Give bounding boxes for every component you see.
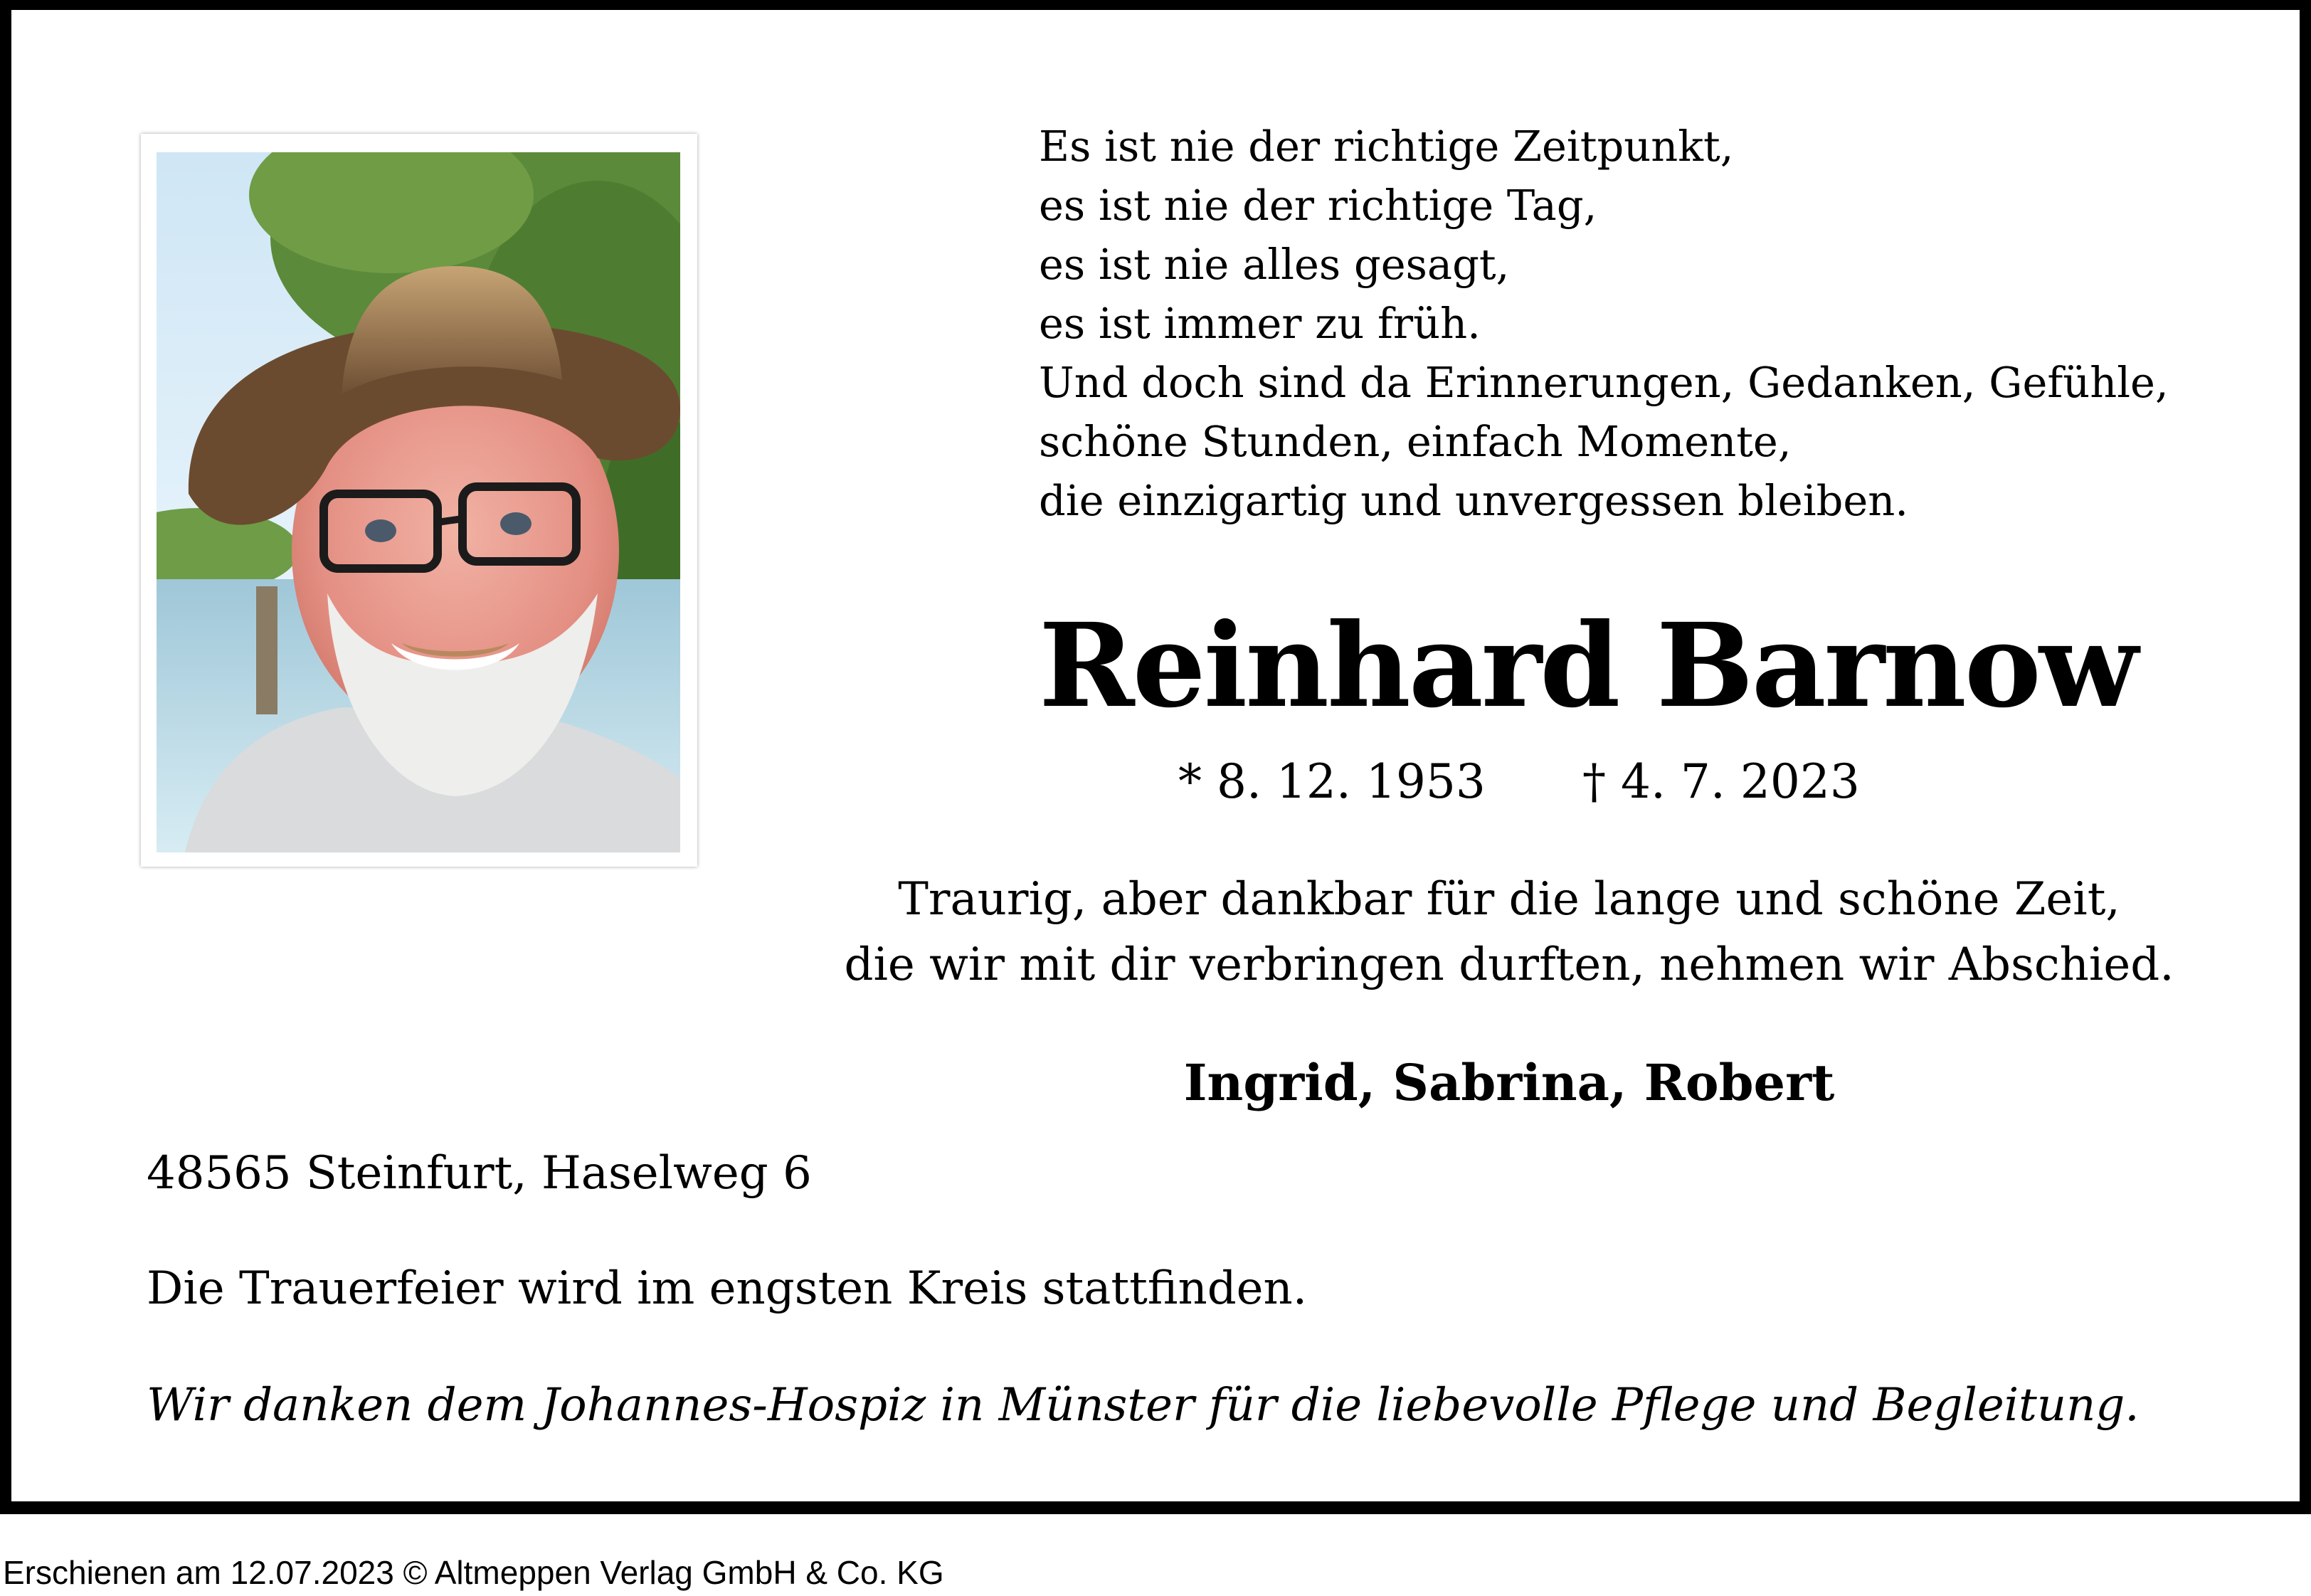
poem-line: Es ist nie der richtige Zeitpunkt, (1039, 122, 1734, 171)
mourning-line: Traurig, aber dankbar für die lange und schöne Zeit, (898, 873, 2120, 926)
poem-line: es ist nie alles gesagt, (1039, 240, 1510, 289)
mourning-text (794, 867, 2224, 998)
portrait-image (157, 152, 680, 852)
death-date: † 4. 7. 2023 (1582, 754, 1860, 809)
birth-date: * 8. 12. 1953 (1178, 754, 1486, 809)
poem (1039, 117, 2248, 530)
family-signers: Ingrid, Sabrina, Robert (1183, 1053, 1835, 1112)
ceremony-note: Die Trauerfeier wird im engsten Kreis stattfinden. (147, 1262, 1308, 1315)
poem-line: schöne Stunden, einfach Momente, (1039, 417, 1792, 466)
poem-line: die einzigartig und unvergessen bleiben. (1039, 476, 1909, 525)
poem-line: Und doch sind da Erinnerungen, Gedanken, Gefühle, (1039, 358, 2169, 407)
publication-footer: Erschienen am 12.07.2023 © Altmeppen Verlag GmbH & Co. KG (3, 1554, 944, 1591)
thanks-note: Wir danken dem Johannes-Hospiz in Münster für die liebevolle Pflege und Begleitung. (147, 1379, 2140, 1432)
deceased-name: Reinhard Barnow (1039, 598, 2137, 734)
portrait-photo (141, 134, 697, 867)
address: 48565 Steinfurt, Haselweg 6 (147, 1147, 812, 1200)
poem-line: es ist nie der richtige Tag, (1039, 181, 1597, 230)
poem-line: es ist immer zu früh. (1039, 299, 1481, 348)
mourning-line: die wir mit dir verbringen durften, nehmen wir Abschied. (844, 939, 2174, 991)
